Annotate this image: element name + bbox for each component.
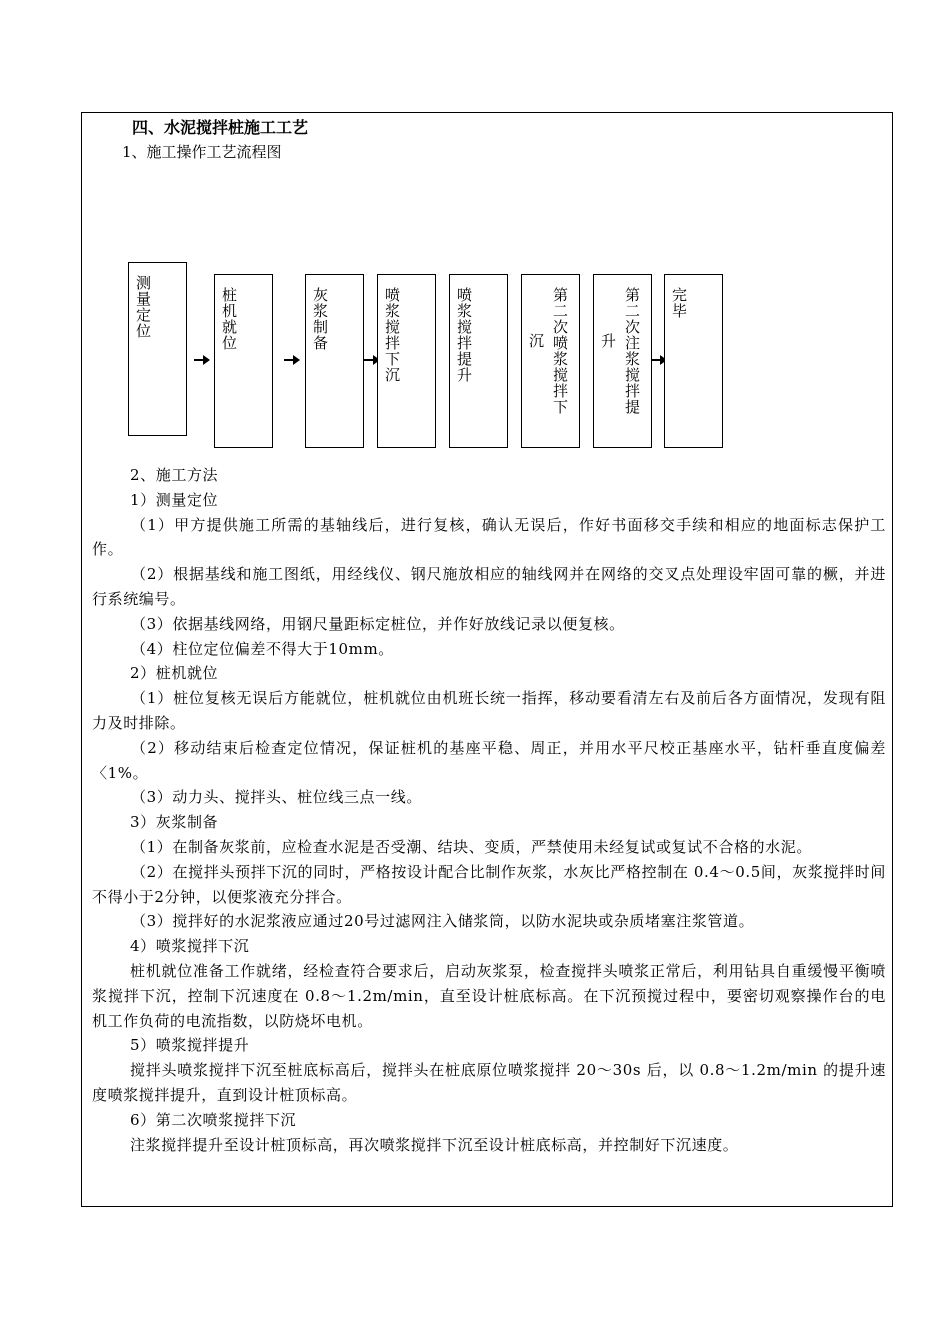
subsection-title: 2）桩机就位 <box>130 664 219 683</box>
flowchart-title: 1、施工操作工艺流程图 <box>122 143 282 161</box>
flow-step-label: 第二次喷浆搅拌下 <box>551 287 569 415</box>
flow-step-label: 测量定位 <box>134 275 152 339</box>
paragraph: （3）搅拌好的水泥浆液应通过20号过滤网注入储浆筒，以防水泥块或杂质堵塞注浆管道。 <box>131 912 755 931</box>
paragraph: （3）动力头、搅拌头、桩位线三点一线。 <box>131 788 422 807</box>
construction-method <box>92 463 886 1157</box>
paragraph: （1）桩位复核无误后方能就位，桩机就位由机班长统一指挥，移动要看清左右及前后各方面情况，发现有阻力及时排除。 <box>92 689 886 732</box>
subsection-title: 4）喷浆搅拌下沉 <box>130 937 250 956</box>
flow-step-side-label: 升 <box>599 333 617 349</box>
paragraph: （2）在搅拌头预拌下沉的同时，严格按设计配合比制作灰浆，水灰比严格控制在 0.4～0.5间，灰浆搅拌时间不得小于2分钟，以便浆液充分拌合。 <box>92 862 886 906</box>
flow-step-label: 灰浆制备 <box>311 287 329 351</box>
subsection-title: 6）第二次喷浆搅拌下沉 <box>130 1110 297 1129</box>
paragraph: （3）依据基线网络，用钢尺量距标定桩位，并作好放线记录以便复核。 <box>131 614 625 633</box>
flow-arrow-icon <box>194 354 210 366</box>
flow-step-label: 喷浆搅拌提升 <box>455 287 473 383</box>
paragraph: 注浆搅拌提升至设计桩顶标高，再次喷浆搅拌下沉至设计桩底标高，并控制好下沉速度。 <box>130 1135 739 1154</box>
flow-step-second-spray-sink <box>521 274 580 448</box>
paragraph: （1）甲方提供施工所需的基轴线后，进行复核，确认无误后，作好书面移交手续和相应的地面标志保护工作。 <box>92 515 886 559</box>
paragraph: （2）移动结束后检查定位情况，保证桩机的基座平稳、周正，并用水平尺校正基座水平，钻杆垂直度偏差〈1%。 <box>92 738 886 782</box>
subsection-title: 3）灰浆制备 <box>130 813 219 832</box>
flow-step-slurry-prep <box>305 274 364 448</box>
paragraph: （4）柱位定位偏差不得大于10mm。 <box>131 639 394 658</box>
method-title: 2、施工方法 <box>130 466 219 484</box>
paragraph: 桩机就位准备工作就绪，经检查符合要求后，启动灰浆泵，检查搅拌头喷浆正常后，利用钻具自重缓慢平衡喷浆搅拌下沉，控制下沉速度在 0.8～1.2m/min，直至设计桩底标高。在下沉预搅过程中，要密切观察操作台的电机工作负荷的电流指数，以防烧坏电机。 <box>92 961 886 1030</box>
paragraph: 搅拌头喷浆搅拌下沉至桩底标高后，搅拌头在桩底原位喷浆搅拌 20～30s 后，以 0.8～1.2m/min 的提升速度喷浆搅拌提升，直到设计桩顶标高。 <box>92 1061 886 1104</box>
flow-step-spray-mix-lift <box>449 274 508 448</box>
subsection-title: 5）喷浆搅拌提升 <box>130 1036 250 1055</box>
section-title: 四、水泥搅拌桩施工工艺 <box>132 118 309 137</box>
flow-step-label: 第二次注浆搅拌提 <box>623 287 641 415</box>
subsection-title: 1）测量定位 <box>130 490 219 509</box>
paragraph: （2）根据基线和施工图纸，用经线仪、钢尺施放相应的轴线网并在网络的交叉点处理设牢固可靠的橛，并进行系统编号。 <box>92 565 886 608</box>
flow-step-label: 桩机就位 <box>220 287 238 351</box>
flow-step-survey <box>128 262 187 436</box>
flow-step-label: 完毕 <box>670 287 688 319</box>
flow-step-rig-positioning <box>214 274 273 448</box>
flow-step-side-label: 沉 <box>527 333 545 349</box>
flow-step-complete <box>664 274 723 448</box>
flow-arrow-icon <box>284 354 300 366</box>
flow-step-second-grout-lift <box>593 274 652 448</box>
paragraph: （1）在制备灰浆前，应检查水泥是否受潮、结块、变质，严禁使用未经复试或复试不合格的水泥。 <box>131 837 812 856</box>
flow-step-label: 喷浆搅拌下沉 <box>383 287 401 383</box>
flow-step-spray-mix-sink <box>377 274 436 448</box>
